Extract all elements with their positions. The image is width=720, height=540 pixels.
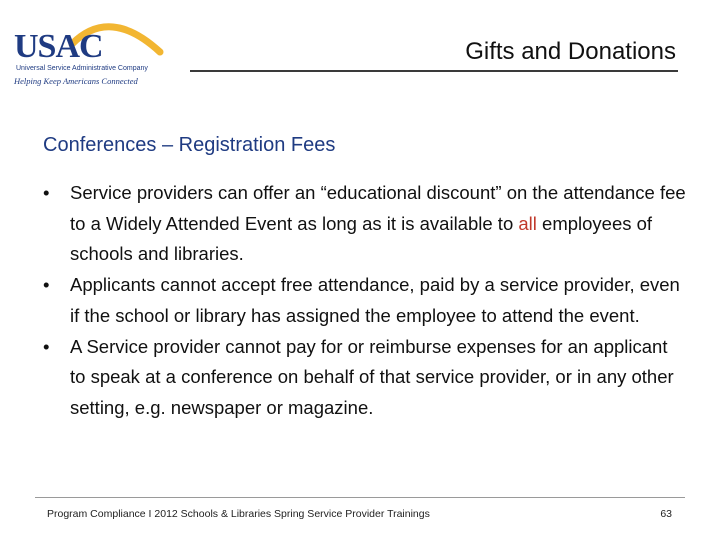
page-number: 63 [660,508,672,520]
usac-logo [10,10,170,88]
logo-wordmark: USAC [14,28,103,65]
bullet-1-text-start: Service providers can offer an “educational discount” on the attendance fee to a Widely Attended Event as long as it is available to [70,182,686,234]
bullet-list [43,178,688,424]
bullet-3-text: A Service provider cannot pay for or reimburse expenses for an applicant to speak at a conference on behalf of that service provider, or in any other setting, e.g. newspaper or magazine. [70,335,674,418]
bullet-item [43,332,688,424]
bullet-dot-icon: • [43,335,50,357]
bullet-dot-icon: • [43,182,50,203]
slide-title: Gifts and Donations [465,38,676,65]
logo-tagline: Helping Keep Americans Connected [14,76,138,86]
slide-subtitle: Conferences – Registration Fees [43,134,336,156]
footer-separator: I [148,508,152,520]
logo-company-name: Universal Service Administrative Company [16,65,148,72]
bullet-1-text-end: employees of schools and libraries. [70,212,653,265]
footer-event: 2012 Schools & Libraries Spring Service Provider Trainings [154,508,430,520]
bullet-2-text: Applicants cannot accept free attendance, paid by a service provider, even if the school or library has assigned the employee to attend the event. [70,274,680,326]
bullet-1-highlight: all [518,212,537,234]
bullet-item [43,178,688,270]
bullet-dot-icon: • [43,274,50,296]
footer-divider [35,497,685,498]
footer-section: Program Compliance [47,508,146,520]
footer-text [47,508,430,520]
bullet-item [43,270,688,331]
title-divider [190,70,678,72]
